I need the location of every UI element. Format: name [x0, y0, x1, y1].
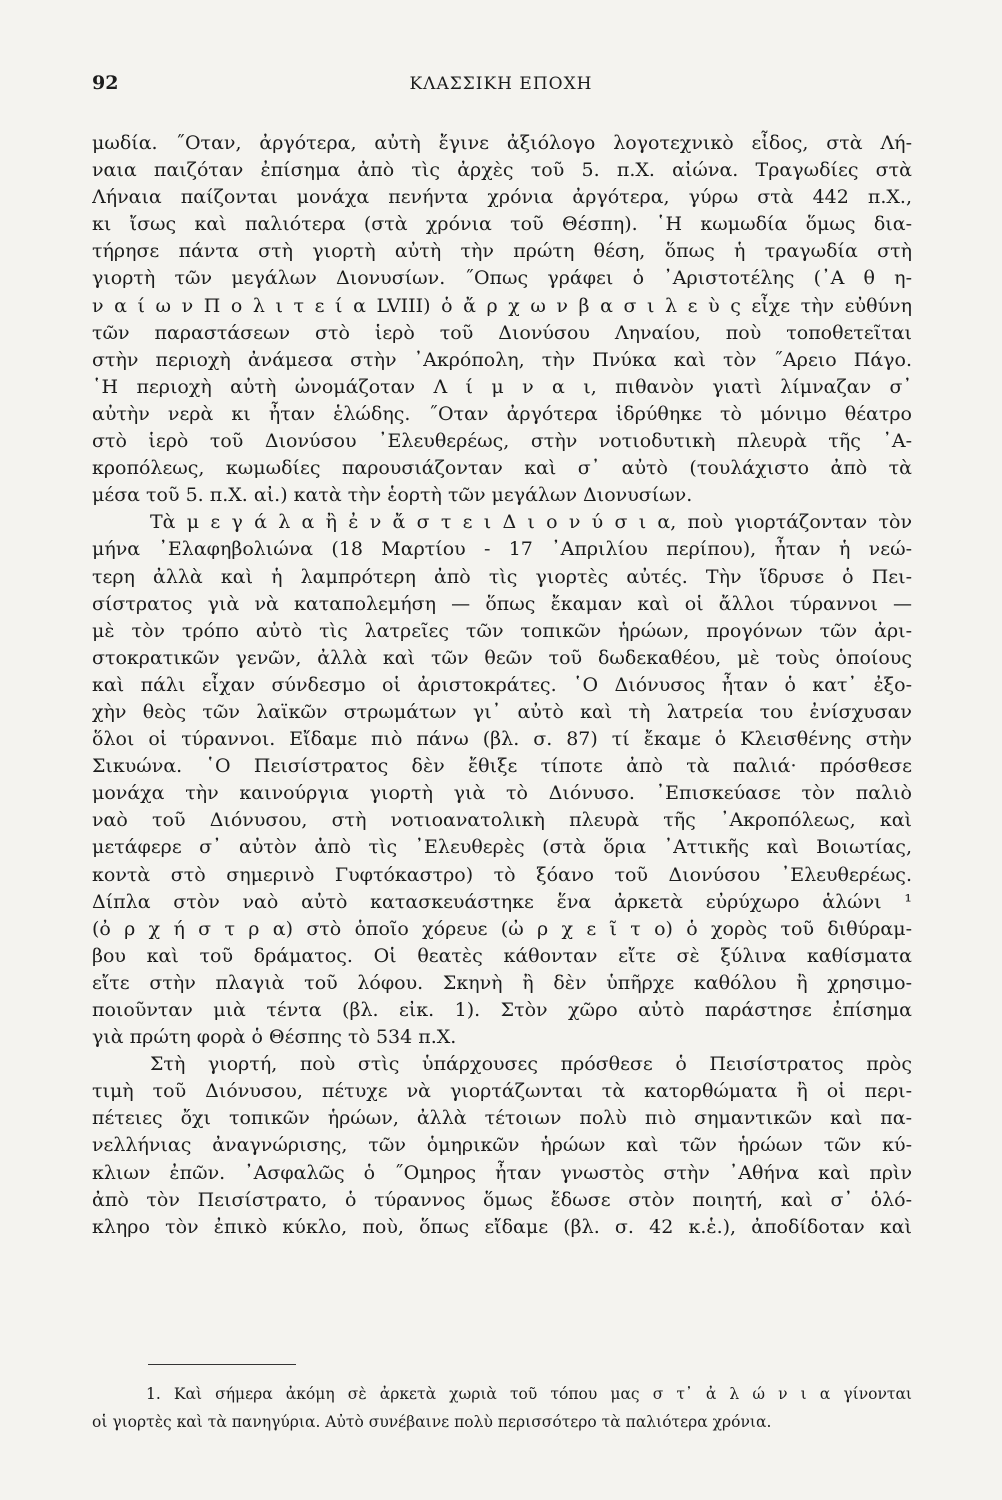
- body-line: Τὰ μ ε γ ά λ α ἢ ἐ ν ἄ σ τ ε ι Δ ι ο ν ύ σ ι α, ποὺ γιορτάζονταν τὸν: [150, 511, 912, 534]
- body-line: τῶν παραστάσεων στὸ ἱερὸ τοῦ Διονύσου Ληναίου, ποὺ τοποθετεῖται: [92, 321, 912, 344]
- body-line: μήνα ᾽Ελαφηβολιώνα (18 Μαρτίου - 17 ᾽Απριλίου περίπου), ἦταν ἡ νεώ-: [92, 538, 912, 561]
- body-line: Στὴ γιορτή, ποὺ στὶς ὑπάρχουσες πρόσθεσε ὁ Πεισίστρατος πρὸς: [150, 1053, 912, 1076]
- body-line: στὸ ἱερὸ τοῦ Διονύσου ᾽Ελευθερέως, στὴν νοτιοδυτικὴ πλευρὰ τῆς ᾽Α-: [92, 430, 912, 453]
- body-line: βου καὶ τοῦ δράματος. Οἱ θεατὲς κάθονταν εἴτε σὲ ξύλινα καθίσματα: [92, 944, 912, 967]
- body-line: εἴτε στὴν πλαγιὰ τοῦ λόφου. Σκηνὴ ἢ δὲν ὑπῆρχε καθόλου ἢ χρησιμο-: [92, 971, 912, 994]
- body-text: [92, 130, 912, 1241]
- body-line: μέσα τοῦ 5. π.Χ. αἰ.) κατὰ τὴν ἑορτὴ τῶν μεγάλων Διονυσίων.: [92, 484, 693, 507]
- body-line: τήρησε πάντα στὴ γιορτὴ αὐτὴ τὴν πρώτη θέση, ὅπως ἡ τραγωδία στὴ: [92, 240, 912, 263]
- body-line: τιμὴ τοῦ Διόνυσου, πέτυχε νὰ γιορτάζωνται τὰ κατορθώματα ἢ οἱ περι-: [92, 1080, 912, 1103]
- running-title: ΚΛΑΣΣΙΚΗ ΕΠΟΧΗ: [409, 74, 593, 94]
- body-line: ποιοῦνταν μιὰ τέντα (βλ. εἰκ. 1). Στὸν χῶρο αὐτὸ παράστησε ἐπίσημα: [92, 999, 912, 1021]
- body-line: Δίπλα στὸν ναὸ αὐτὸ κατασκευάστηκε ἕνα ἀρκετὰ εὐρύχωρο ἁλώνι ¹: [92, 890, 912, 913]
- body-line: ναια παιζόταν ἐπίσημα ἀπὸ τὶς ἀρχὲς τοῦ 5. π.Χ. αἰώνα. Τραγωδίες στὰ: [92, 159, 912, 182]
- body-line: καὶ πάλι εἶχαν σύνδεσμο οἱ ἀριστοκράτες. ῾Ο Διόνυσος ἦταν ὁ κατ᾽ ἐξο-: [92, 673, 912, 696]
- body-line: ῾Η περιοχὴ αὐτὴ ὠνομάζοταν Λ ί μ ν α ι, πιθανὸν γιατὶ λίμναζαν σ᾽: [92, 375, 912, 398]
- body-line: κληρο τὸν ἐπικὸ κύκλο, ποὺ, ὅπως εἴδαμε (βλ. σ. 42 κ.ἑ.), ἀποδίδοταν καὶ: [92, 1215, 912, 1238]
- body-line: κροπόλεως, κωμωδίες παρουσιάζονταν καὶ σ᾽ αὐτὸ (τουλάχιστο ἀπὸ τὰ: [92, 457, 912, 480]
- body-line: πέτειες ὄχι τοπικῶν ἡρώων, ἀλλὰ τέτοιων πολὺ πιὸ σημαντικῶν καὶ πα-: [92, 1107, 912, 1130]
- footnote-line: 1. Καὶ σήμερα ἀκόμη σὲ ἀρκετὰ χωριὰ τοῦ τόπου μας σ τ᾽ ἀ λ ώ ν ι α γίνονται: [146, 1385, 912, 1403]
- body-line: Σικυώνα. ῾Ο Πεισίστρατος δὲν ἔθιξε τίποτε ἀπὸ τὰ παλιά· πρόσθεσε: [92, 755, 912, 778]
- body-line: μωδία. ˝Οταν, ἀργότερα, αὐτὴ ἔγινε ἀξιόλογο λογοτεχνικὸ εἶδος, στὰ Λή-: [92, 132, 912, 154]
- body-line: ναὸ τοῦ Διόνυσου, στὴ νοτιοανατολικὴ πλευρὰ τῆς ᾽Ακροπόλεως, καὶ: [92, 809, 912, 832]
- body-line: γιορτὴ τῶν μεγάλων Διονυσίων. ˝Οπως γράφει ὁ ᾽Αριστοτέλης (᾽Α θ η-: [92, 267, 912, 290]
- page-number: 92: [92, 72, 119, 94]
- body-line: κι ἴσως καὶ παλιότερα (στὰ χρόνια τοῦ Θέσπη). ῾Η κωμωδία ὅμως δια-: [92, 213, 912, 236]
- body-line: μονάχα τὴν καινούργια γιορτὴ γιὰ τὸ Διόνυσο. ᾽Επισκεύασε τὸν παλιὸ: [92, 782, 912, 805]
- body-line: σίστρατος γιὰ νὰ καταπολεμήση — ὅπως ἔκαμαν καὶ οἱ ἄλλοι τύραννοι —: [92, 592, 912, 615]
- body-line: κοντὰ στὸ σημερινὸ Γυφτόκαστρο) τὸ ξόανο τοῦ Διονύσου ᾽Ελευθερέως.: [92, 863, 912, 886]
- body-line: στοκρατικῶν γενῶν, ἀλλὰ καὶ τῶν θεῶν τοῦ δωδεκαθέου, μὲ τοὺς ὁποίους: [92, 646, 912, 669]
- footnote-line: οἱ γιορτὲς καὶ τὰ πανηγύρια. Αὐτὸ συνέβαινε πολὺ περισσότερο τὰ παλιότερα χρόνια.: [92, 1413, 772, 1431]
- body-line: χὴν θεὸς τῶν λαϊκῶν στρωμάτων γι᾽ αὐτὸ καὶ τὴ λατρεία του ἐνίσχυσαν: [92, 700, 912, 723]
- body-line: μετάφερε σ᾽ αὐτὸν ἀπὸ τὶς ᾽Ελευθερὲς (στὰ ὅρια ᾽Αττικῆς καὶ Βοιωτίας,: [92, 836, 912, 859]
- body-line: τερη ἀλλὰ καὶ ἡ λαμπρότερη ἀπὸ τὶς γιορτὲς αὐτές. Τὴν ἵδρυσε ὁ Πει-: [92, 565, 912, 588]
- body-line: μὲ τὸν τρόπο αὐτὸ τὶς λατρεῖες τῶν τοπικῶν ἡρώων, προγόνων τῶν ἀρι-: [92, 619, 912, 642]
- body-line: αὐτὴν νερὰ κι ἦταν ἑλώδης. ˝Οταν ἀργότερα ἱδρύθηκε τὸ μόνιμο θέατρο: [92, 402, 912, 425]
- body-line: κλιων ἐπῶν. ᾽Ασφαλῶς ὁ ˝Ομηρος ἦταν γνωστὸς στὴν ᾽Αθήνα καὶ πρὶν: [92, 1161, 912, 1184]
- body-line: Λήναια παίζονται μονάχα πενήντα χρόνια ἀργότερα, γύρω στὰ 442 π.Χ.,: [92, 186, 912, 209]
- body-line: ὅλοι οἱ τύραννοι. Εἴδαμε πιὸ πάνω (βλ. σ. 87) τί ἔκαμε ὁ Κλεισθένης στὴν: [92, 728, 912, 751]
- footnote-divider: [148, 1364, 296, 1365]
- body-line: νελλήνιας ἀναγνώρισης, τῶν ὁμηρικῶν ἡρώων καὶ τῶν ἡρώων τῶν κύ-: [92, 1134, 912, 1157]
- body-line: στὴν περιοχὴ ἀνάμεσα στὴν ᾽Ακρόπολη, τὴν Πνύκα καὶ τὸν ˝Αρειο Πάγο.: [92, 348, 912, 371]
- body-line: ν α ί ω ν Π ο λ ι τ ε ί α LVIII) ὁ ἄ ρ χ ω ν β α σ ι λ ε ὺ ς εἶχε τὴν εὐθύνη: [92, 294, 912, 317]
- body-line: γιὰ πρώτη φορὰ ὁ Θέσπης τὸ 534 π.Χ.: [92, 1026, 457, 1049]
- body-line: (ὀ ρ χ ή σ τ ρ α) στὸ ὁποῖο χόρευε (ὠ ρ χ ε ῖ τ ο) ὁ χορὸς τοῦ διθύραμ-: [92, 917, 912, 940]
- footnotes: [92, 1380, 912, 1436]
- body-line: ἀπὸ τὸν Πεισίστρατο, ὁ τύραννος ὅμως ἔδωσε στὸν ποιητή, καὶ σ᾽ ὁλό-: [92, 1188, 912, 1211]
